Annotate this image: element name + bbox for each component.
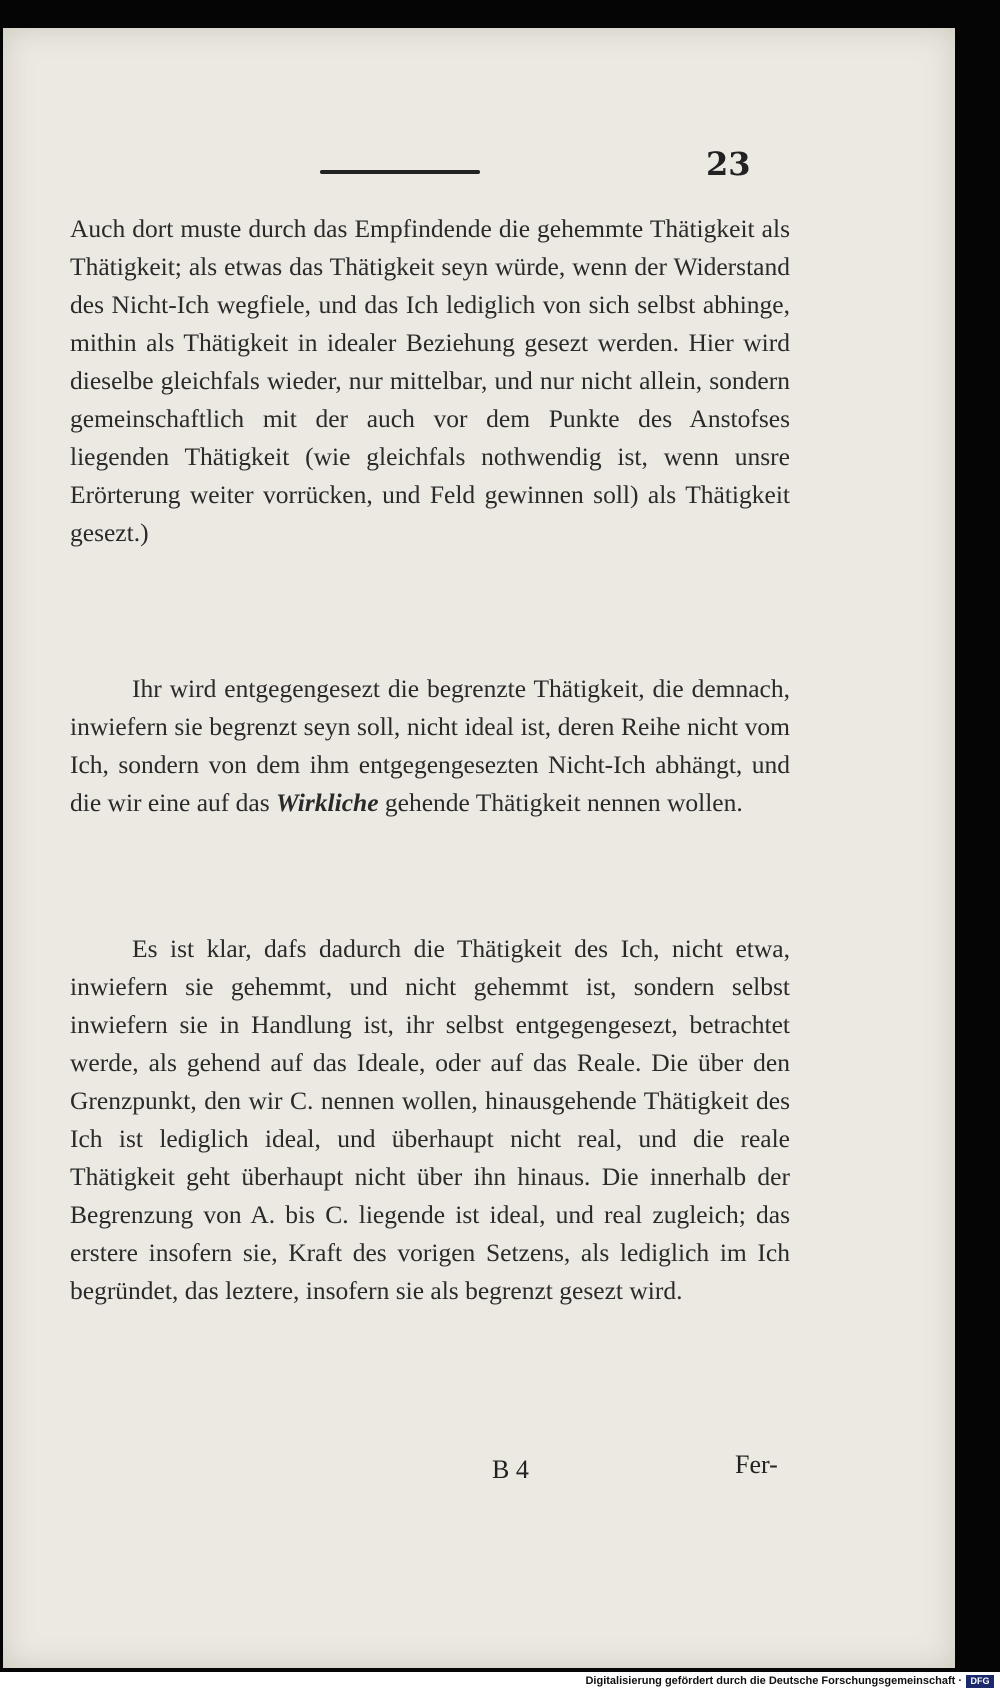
- emphasis-wirkliche: Wirkliche: [276, 788, 379, 817]
- paragraph-3: [70, 930, 790, 1310]
- paragraph-3-text: Es ist klar, dafs dadurch die Thätigkeit des Ich, nicht etwa, inwiefern sie gehemmt, und nicht gehemmt ist, sondern selbst inwiefern sie in Handlung ist, ihr selbst entgegengesezt, betrachtet werde, als gehend auf das Ideale, oder auf das Reale. Die über den Grenzpunkt, den wir C. nennen wollen, hinausgehende Thätigkeit des Ich ist lediglich ideal, und überhaupt nicht real, und die reale Thätigkeit geht überhaupt nicht über ihn hinaus. Die innerhalb der Begrenzung von A. bis C. liegende ist ideal, und real zugleich; das erstere insofern sie, Kraft des vorigen Setzens, als lediglich im Ich begründet, das leztere, insofern sie als begrenzt gesezt wird.: [70, 934, 790, 1305]
- paragraph-2-before: Ihr wird entgegengesezt die begrenzte Thätigkeit, die demnach, inwiefern sie begrenzt seyn soll, nicht ideal ist, deren Reihe nicht vom Ich, sondern von dem ihm entgegengesezten Nicht-Ich abhängt, und die wir eine auf das: [70, 674, 790, 817]
- paragraph-2-text: [70, 670, 790, 822]
- paragraph-1-text: Auch dort muste durch das Empfindende die gehemmte Thätigkeit als Thätigkeit; als etwas das Thätigkeit seyn würde, wenn der Widerstand des Nicht-Ich wegfiele, und das Ich lediglich von sich selbst abhinge, mithin als Thätigkeit in idealer Beziehung gesezt werden. Hier wird dieselbe gleichfals wieder, nur mittelbar, und nur nicht allein, sondern gemeinschaftlich mit der auch vor dem Punkte des Anstofses liegenden Thätigkeit (wie gleichfals nothwendig ist, wenn unsre Erörterung weiter vorrücken, und Feld gewinnen soll) als Thätigkeit gesezt.): [70, 214, 790, 547]
- signature-mark: B 4: [492, 1455, 529, 1484]
- catchword: Fer-: [735, 1450, 778, 1479]
- paragraph-2-after: gehende Thätigkeit nennen wollen.: [378, 788, 743, 817]
- page-number: 23: [706, 145, 751, 183]
- digitization-credit: Digitalisierung gefördert durch die Deutsche Forschungsgemeinschaft ·: [585, 1675, 962, 1687]
- header-ornament-rule: [320, 170, 480, 174]
- paragraph-1: [70, 210, 790, 552]
- paragraph-2: [70, 670, 790, 822]
- dfg-logo-icon: DFG: [966, 1675, 994, 1688]
